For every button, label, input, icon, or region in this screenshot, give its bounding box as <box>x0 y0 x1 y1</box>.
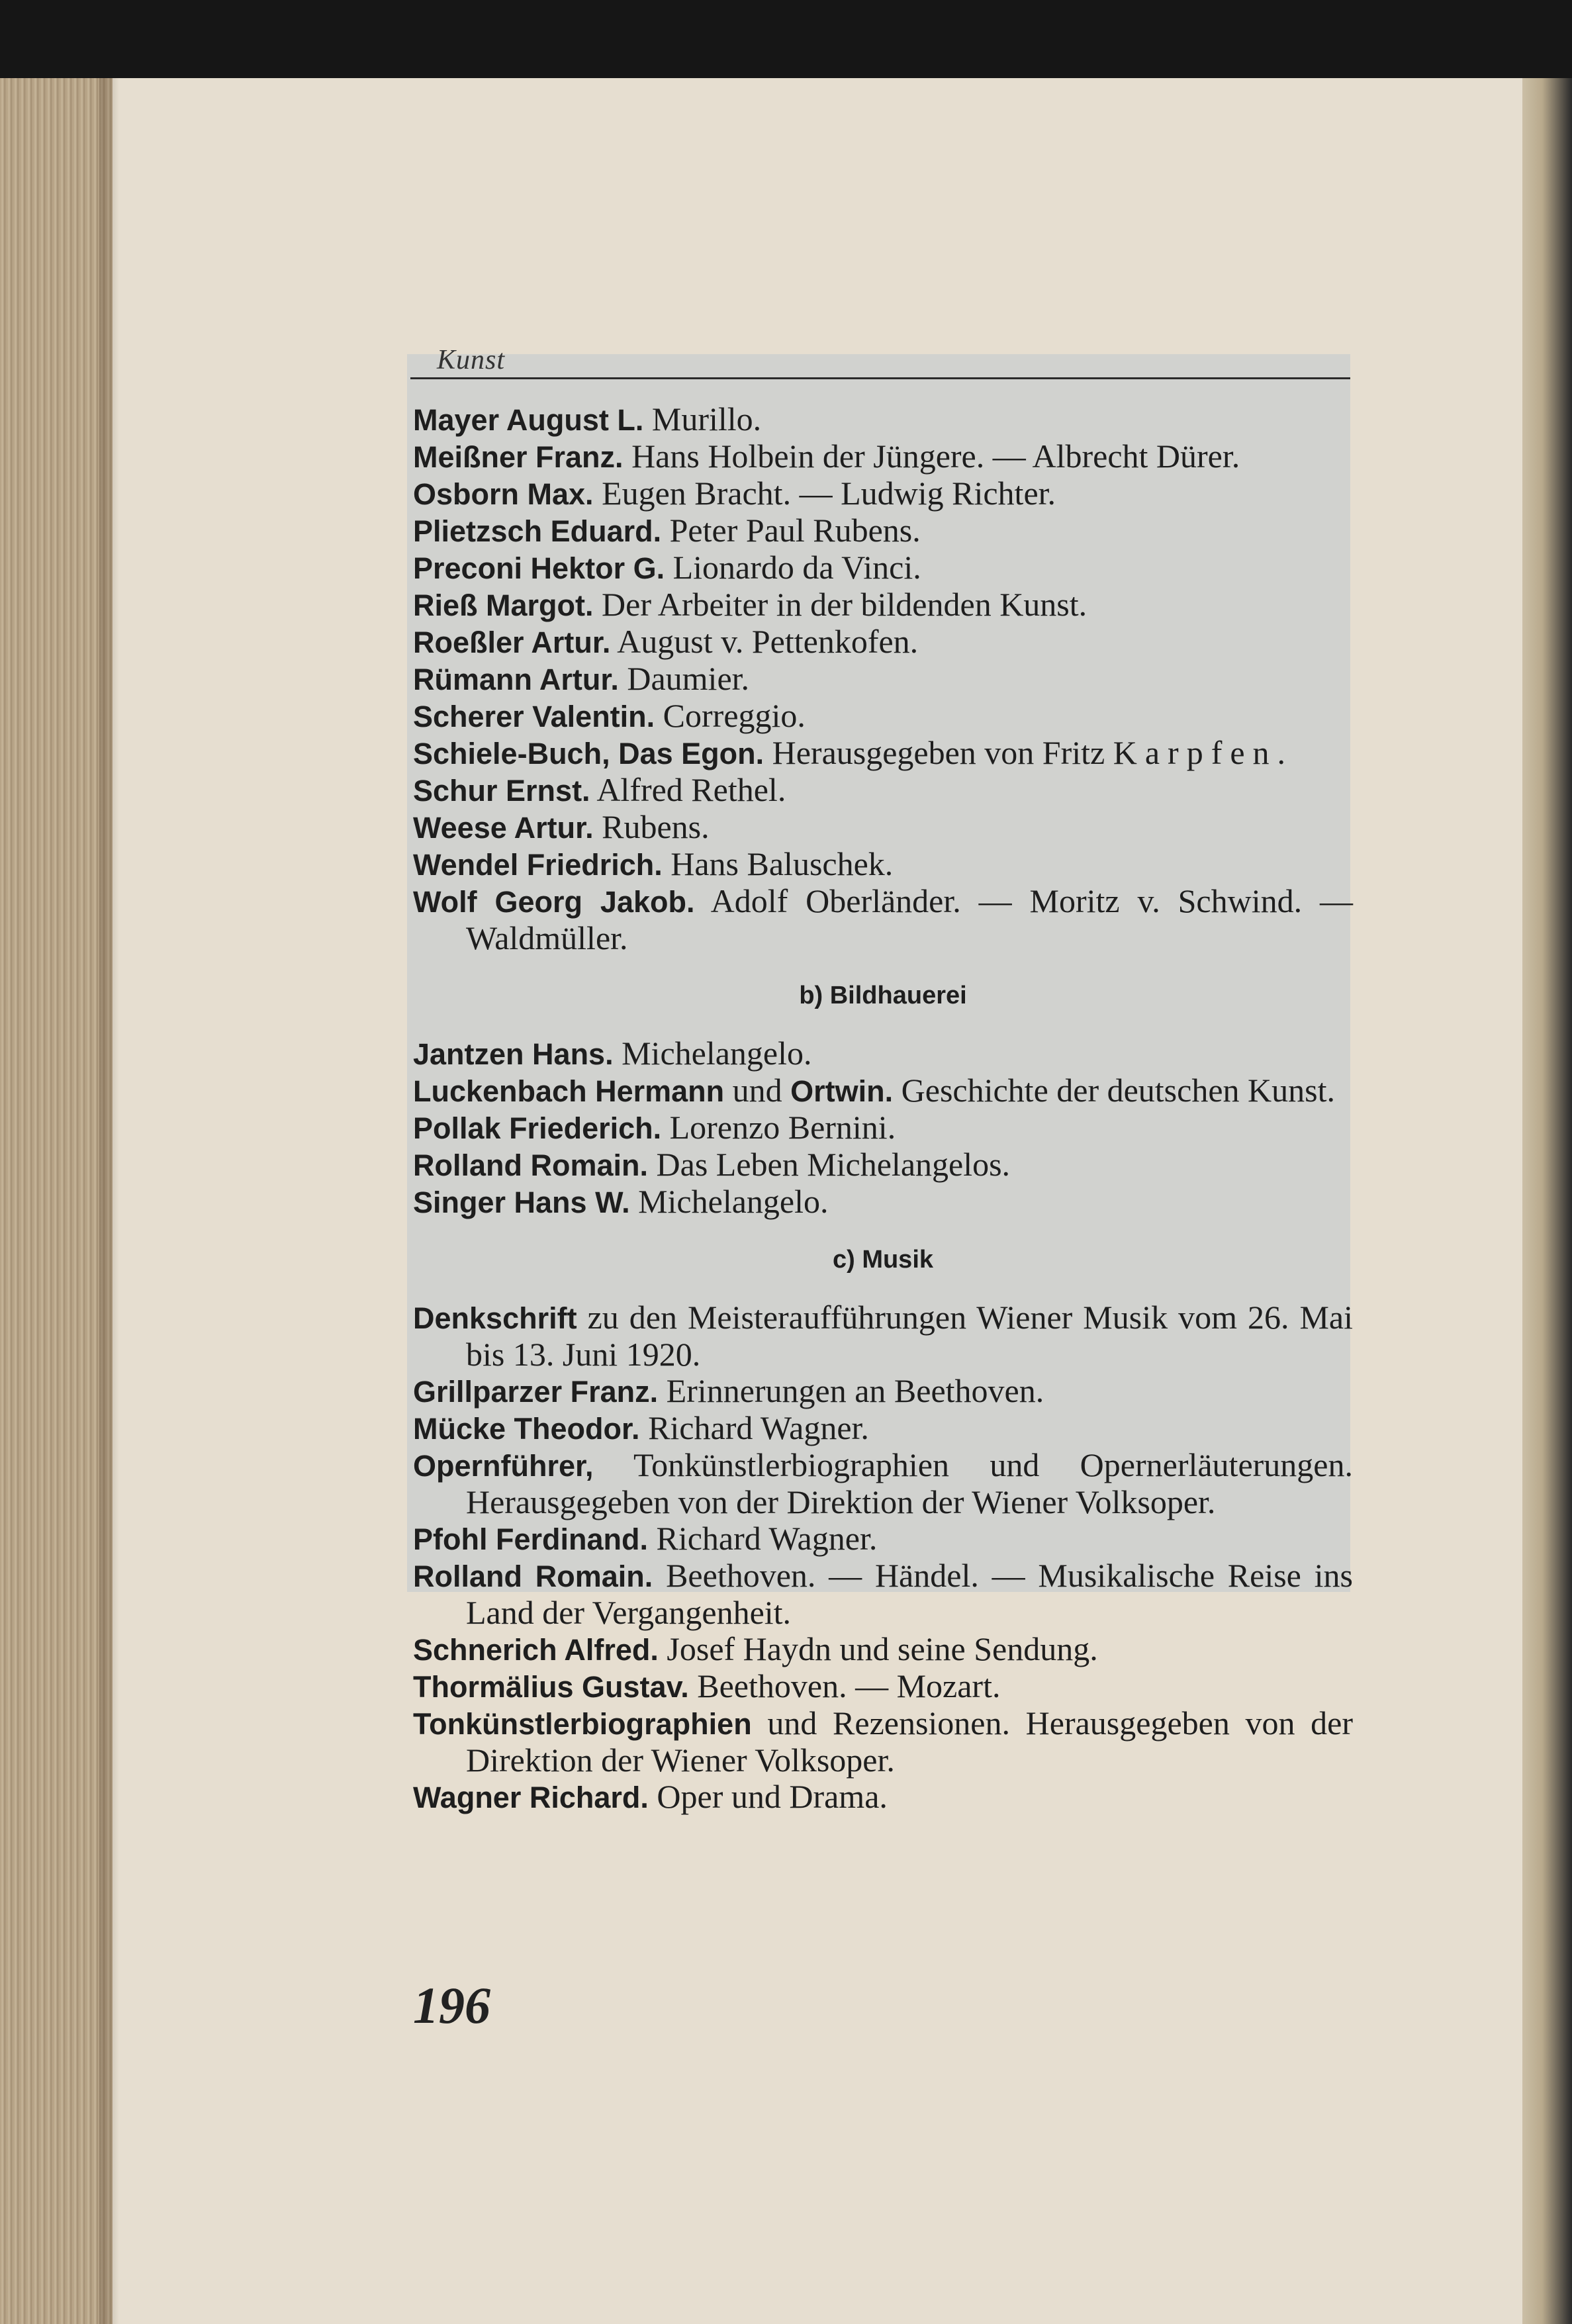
entry-weese <box>413 809 1353 846</box>
entry-title: und Rezensionen. Herausgegeben von der Direktion der Wiener Volksoper. <box>466 1704 1353 1779</box>
entry-preconi <box>413 549 1353 586</box>
entry-author: Osborn Max. <box>413 477 594 511</box>
entry-author: Weese Artur. <box>413 811 594 845</box>
entry-title: Rubens. <box>602 808 710 845</box>
entry-rolland-1 <box>413 1146 1353 1184</box>
entry-title: Hans Holbein der Jüngere. — Albrecht Dürer. <box>631 438 1240 475</box>
entry-author: Denkschrift <box>413 1301 577 1335</box>
entry-opernfuehrer <box>413 1447 1353 1520</box>
entry-connector: und <box>732 1072 782 1109</box>
section-heading-musik: c) Musik <box>832 1246 934 1274</box>
entry-author: Roeßler Artur. <box>413 626 611 659</box>
entry-author: Wendel Friedrich. <box>413 848 663 882</box>
entry-mayer <box>413 401 1353 438</box>
entry-author: Mayer August L. <box>413 403 644 437</box>
entry-pfohl <box>413 1520 1353 1557</box>
book-page-edges <box>0 78 116 2324</box>
entry-author: Wolf Georg Jakob. <box>413 885 695 919</box>
page-number: 196 <box>413 1976 490 2034</box>
entry-author: Schiele-Buch, Das Egon. <box>413 737 764 770</box>
entry-author: Scherer Valentin. <box>413 700 655 733</box>
section-heading-bildhauerei: b) Bildhauerei <box>799 982 967 1009</box>
entry-title: Tonkünstlerbiographien und Opernerläuterungen. Herausgegeben von der Direktion der Wiener Volksoper. <box>466 1446 1353 1520</box>
entry-tonkuenstler <box>413 1705 1353 1779</box>
entry-author: Singer Hans W. <box>413 1185 630 1219</box>
entry-title: Adolf Oberländer. — Moritz v. Schwind. — Waldmüller. <box>466 882 1353 956</box>
entry-author: Pollak Friederich. <box>413 1111 662 1145</box>
entry-title: Herausgegeben von Fritz <box>772 734 1105 771</box>
entry-author: Wagner Richard. <box>413 1781 649 1814</box>
entry-wendel <box>413 846 1353 883</box>
entry-editor-spaced: Karpfen. <box>1113 734 1294 771</box>
entry-title: Michelangelo. <box>638 1183 829 1220</box>
entry-roessler <box>413 624 1353 661</box>
entry-singer <box>413 1184 1353 1221</box>
entry-rolland-2 <box>413 1557 1353 1631</box>
scan-background-top <box>0 0 1572 79</box>
entry-title: Der Arbeiter in der bildenden Kunst. <box>602 586 1087 623</box>
entry-author: Thormälius Gustav. <box>413 1670 689 1704</box>
entry-wolf <box>413 883 1353 956</box>
entry-schur <box>413 772 1353 809</box>
entry-schiele <box>413 735 1353 772</box>
entry-title: Oper und Drama. <box>657 1778 888 1815</box>
entry-author-second: Ortwin. <box>790 1074 894 1108</box>
entry-author: Rolland Romain. <box>413 1559 653 1593</box>
entry-title: Josef Haydn und seine Sendung. <box>667 1630 1098 1667</box>
book-right-edge <box>1522 78 1572 2324</box>
entry-title: Peter Paul Rubens. <box>669 512 921 549</box>
entry-author: Grillparzer Franz. <box>413 1375 659 1409</box>
entry-author: Preconi Hektor G. <box>413 551 665 585</box>
entry-author: Pfohl Ferdinand. <box>413 1522 648 1556</box>
page-gutter-shadow <box>99 78 119 2324</box>
entry-meissner <box>413 438 1353 475</box>
entry-title: Richard Wagner. <box>656 1520 878 1557</box>
entry-author: Luckenbach Hermann <box>413 1074 725 1108</box>
entry-author: Schur Ernst. <box>413 774 590 808</box>
entry-title: Correggio. <box>663 697 806 734</box>
entry-title: Lionardo da Vinci. <box>672 549 921 586</box>
entry-title: Eugen Bracht. — Ludwig Richter. <box>602 475 1056 512</box>
entry-denkschrift <box>413 1299 1353 1373</box>
entry-title: Murillo. <box>651 400 762 438</box>
entry-author: Tonkünstlerbiographien <box>413 1707 752 1741</box>
entry-author: Mücke Theodor. <box>413 1412 640 1446</box>
entry-title: Beethoven. — Mozart. <box>697 1667 1001 1704</box>
entry-grillparzer <box>413 1373 1353 1410</box>
entry-title: Beethoven. — Händel. — Musikalische Reise ins Land der Vergangenheit. <box>466 1557 1354 1631</box>
entry-wagner <box>413 1779 1353 1816</box>
bibliography-list <box>413 401 1353 1816</box>
entry-title: Hans Baluschek. <box>670 845 894 882</box>
entry-title: zu den Meisteraufführungen Wiener Musik vom 26. Mai bis 13. Juni 1920. <box>466 1299 1354 1373</box>
entry-thormaelius <box>413 1668 1353 1705</box>
entry-author: Opernführer, <box>413 1449 594 1483</box>
entry-title: Das Leben Michelangelos. <box>656 1146 1011 1183</box>
entry-osborn <box>413 475 1353 512</box>
entry-author: Plietzsch Eduard. <box>413 514 662 548</box>
entry-title: Daumier. <box>627 660 750 697</box>
entry-author: Rieß Margot. <box>413 588 594 622</box>
entry-pollak <box>413 1109 1353 1146</box>
entry-title: Michelangelo. <box>622 1035 812 1072</box>
entry-title: Erinnerungen an Beethoven. <box>666 1372 1044 1409</box>
entry-author: Meißner Franz. <box>413 440 624 474</box>
header-title: Kunst <box>437 345 506 375</box>
running-header <box>410 338 1350 379</box>
entry-ruemann <box>413 661 1353 698</box>
entry-riess <box>413 586 1353 624</box>
entry-jantzen <box>413 1035 1353 1072</box>
entry-title: August v. Pettenkofen. <box>617 623 919 660</box>
entry-muecke <box>413 1410 1353 1447</box>
entry-author: Rolland Romain. <box>413 1148 649 1182</box>
entry-author: Schnerich Alfred. <box>413 1633 659 1667</box>
entry-title: Geschichte der deutschen Kunst. <box>901 1072 1335 1109</box>
entry-title: Richard Wagner. <box>648 1409 869 1446</box>
entry-author: Jantzen Hans. <box>413 1037 614 1071</box>
entry-title: Lorenzo Bernini. <box>669 1109 896 1146</box>
entry-luckenbach <box>413 1072 1353 1109</box>
entry-author: Rümann Artur. <box>413 663 619 696</box>
entry-schnerich <box>413 1631 1353 1668</box>
entry-plietzsch <box>413 512 1353 549</box>
entry-title: Alfred Rethel. <box>596 771 786 808</box>
entry-scherer <box>413 698 1353 735</box>
